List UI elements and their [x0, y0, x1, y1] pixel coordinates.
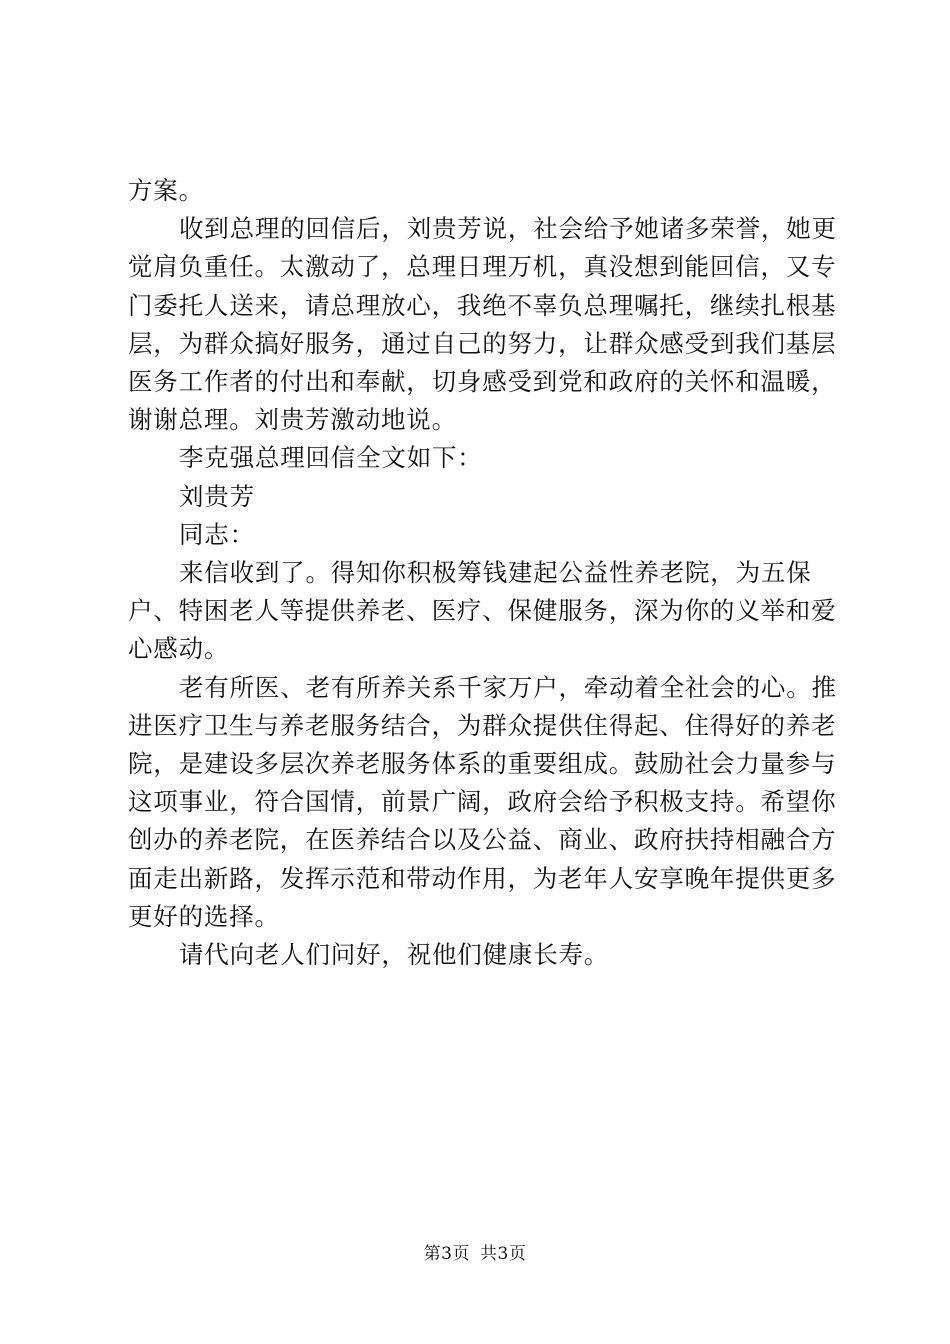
letter-closing: 请代向老人们问好，祝他们健康长寿。 [179, 940, 610, 970]
paragraph-reaction: 收到总理的回信后，刘贵芳说，社会给予她诸多荣誉，她更觉肩负重任。太激动了，总理日理万机，真没想到能回信，又专门委托人送来，请总理放心，我绝不辜负总理嘱托，继续扎根基层，为群众搞好服务，通过自己的努力，让群众感受到我们基层医务工作者的付出和奉献，切身感受到党和政府的关怀和温暖，谢谢总理。刘贵芳激动地说。 [128, 214, 837, 435]
letter-paragraph-2: 老有所医、老有所养关系千家万户，牵动着全社会的心。推进医疗卫生与养老服务结合，为群众提供住得起、住得好的养老院，是建设多层次养老服务体系的重要组成。鼓励社会力量参与这项事业，符合国情，前景广阔，政府会给予积极支持。希望你创办的养老院，在医养结合以及公益、商业、政府扶持相融合方面走出新路，发挥示范和带动作用，为老年人安享晚年提供更多更好的选择。 [128, 672, 837, 931]
document-body [128, 172, 844, 974]
paragraph-letter-intro: 李克强总理回信全文如下： [179, 443, 483, 473]
letter-paragraph-1: 来信收到了。得知你积极筹钱建起公益性养老院，为五保户、特困老人等提供养老、医疗、保健服务，深为你的义举和爱心感动。 [128, 558, 837, 664]
page-number: 第3页 [423, 1244, 470, 1264]
page-footer [0, 1243, 950, 1265]
paragraph-continuation: 方案。 [128, 176, 204, 205]
page-total: 共3页 [480, 1244, 527, 1264]
letter-recipient-name: 刘贵芳 [179, 481, 255, 511]
letter-salutation: 同志： [179, 519, 255, 549]
